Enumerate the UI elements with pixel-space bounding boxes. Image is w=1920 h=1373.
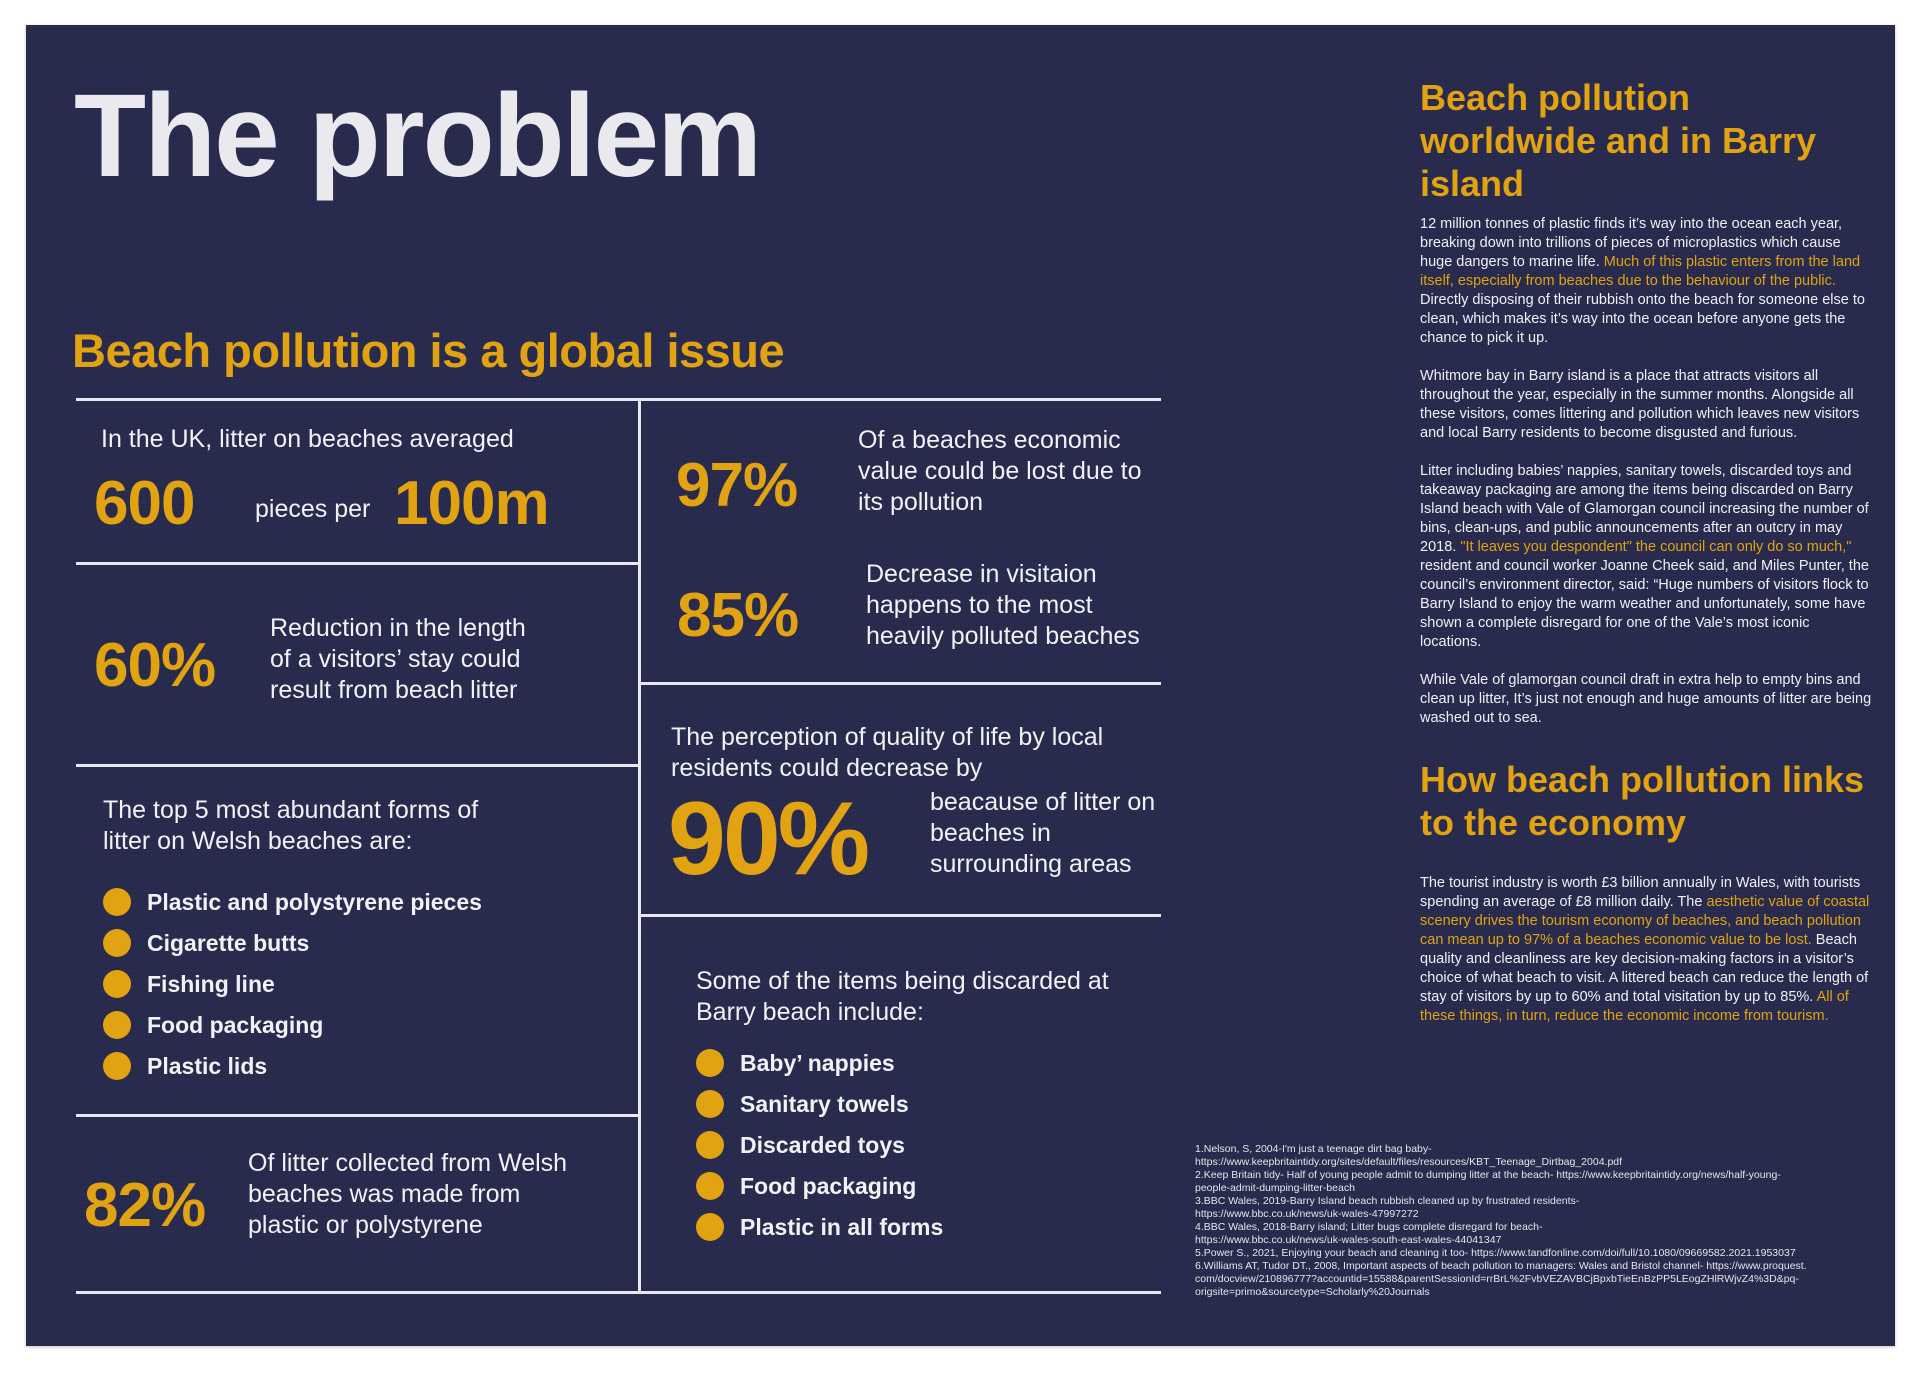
plastic-value: 82% [84, 1171, 206, 1240]
plastic-text: Of litter collected from Welsh beaches was made from plastic or polystyrene [248, 1149, 568, 1239]
right-column [1420, 76, 1872, 1026]
quality-text: beacause of litter on beaches in surrounding areas [930, 788, 1156, 878]
worldwide-paragraph-4: While Vale of glamorgan council draft in extra help to empty bins and clean up litter, It’s just not enough and huge amounts of litter are being washed out to sea. [1420, 672, 1872, 726]
economic-value: 97% [676, 451, 798, 520]
grid-line-right-1 [640, 682, 1161, 685]
list-item: Cigarette butts [103, 929, 482, 970]
stay-text: Reduction in the length of a visitors’ stay could result from beach litter [270, 614, 526, 704]
welsh-list-intro: The top 5 most abundant forms of litter on Welsh beaches are: [103, 796, 479, 855]
grid-line-top [76, 398, 1161, 401]
grid-line-left-1 [76, 562, 638, 565]
uk-litter-intro: In the UK, litter on beaches averaged [101, 425, 514, 453]
economy-paragraph [1420, 874, 1872, 1026]
barry-list-intro: Some of the items being discarded at Barry beach include: [696, 967, 1109, 1026]
quality-value: 90% [668, 781, 868, 897]
reference-line: 2.Keep Britain tidy- Half of young people admit to dumping litter at the beach- https://www.keepbritaintidy.org/news/half-young- [1195, 1169, 1781, 1181]
grid-line-center [638, 398, 641, 1291]
quality-intro: The perception of quality of life by local residents could decrease by [671, 723, 1104, 782]
section-title: Beach pollution is a global issue [72, 324, 785, 377]
worldwide-paragraph-2: Whitmore bay in Barry island is a place that attracts visitors all throughout the year, especially in the summer months. Alongside all these visitors, comes littering and pollution which leaves new visitors and local Barry residents to become disgusted and furious. [1420, 368, 1860, 441]
list-item: Plastic in all forms [696, 1213, 943, 1254]
poster [26, 25, 1895, 1346]
text-run: Directly disposing of their rubbish onto the beach for someone else to clean, which makes it’s way into the ocean before anyone gets the chance to pick it up. [1420, 292, 1865, 346]
list-item: Food packaging [696, 1172, 943, 1213]
visitation-value: 85% [677, 581, 799, 650]
reference-line: people-admit-dumping-litter-beach [1195, 1182, 1355, 1194]
page-title: The problem [74, 70, 761, 202]
grid-line-right-2 [640, 914, 1161, 917]
list-item: Baby’ nappies [696, 1049, 943, 1090]
reference-line: 3.BBC Wales, 2019-Barry Island beach rubbish cleaned up by frustrated residents- [1195, 1195, 1580, 1207]
highlight-text: All of these things, in turn, reduce the economic income from tourism. [1420, 989, 1849, 1024]
stay-value: 60% [94, 631, 216, 700]
text-run: Litter including babies’ nappies, sanitary towels, discarded toys and takeaway packaging are among the items being discarded on Barry Island beach with Vale of Glamorgan council increasing the number of bins, clean-ups, and public announcements after an outcry in may 2018. [1420, 463, 1869, 555]
highlight-text: Much of this plastic enters from the land itself, especially from beaches due to the behaviour of the public. [1420, 254, 1861, 289]
list-item: Plastic lids [103, 1052, 482, 1093]
reference-line: 6.Williams AT, Tudor DT., 2008, Important aspects of beach pollution to managers: Wales and Bristol channel- https://www.proquest. [1195, 1260, 1807, 1272]
highlight-text: "It leaves you despondent" the council can only do so much," [1460, 539, 1852, 555]
grid-line-left-2 [76, 764, 638, 767]
grid-line-bottom [76, 1291, 1161, 1294]
list-item: Food packaging [103, 1011, 482, 1052]
visitation-text: Decrease in visitaion happens to the most heavily polluted beaches [866, 560, 1140, 650]
list-item: Fishing line [103, 970, 482, 1011]
uk-litter-unit: 100m [394, 469, 549, 538]
text-run: The tourist industry is worth £3 billion annually in Wales, with tourists spending an average of £8 million daily. The [1420, 875, 1861, 910]
list-item: Sanitary towels [696, 1090, 943, 1131]
economic-text: Of a beaches economic value could be lost due to its pollution [858, 426, 1142, 516]
reference-line: https://www.bbc.co.uk/news/uk-wales-south-east-wales-44041347 [1195, 1234, 1502, 1246]
welsh-litter-list [103, 888, 482, 1093]
grid-line-left-3 [76, 1114, 638, 1117]
reference-line: https://www.bbc.co.uk/news/uk-wales-47997272 [1195, 1208, 1419, 1220]
reference-line: 4.BBC Wales, 2018-Barry island; Litter bugs complete disregard for beach- [1195, 1221, 1543, 1233]
text-run: Beach quality and cleanliness are key decision-making factors in a visitor’s choice of what beach to visit. A littered beach can reduce the length of stay of visitors by up to 60% and total visitation by up to 85%. [1420, 932, 1869, 1005]
list-item: Plastic and polystyrene pieces [103, 888, 482, 929]
references [1195, 1143, 1875, 1299]
text-run: 12 million tonnes of plastic finds it’s way into the ocean each year, breaking down into trillions of pieces of microplastics which cause huge dangers to marine life. [1420, 216, 1843, 270]
worldwide-heading: Beach pollution worldwide and in Barry island [1420, 77, 1817, 204]
reference-line: 1.Nelson, S, 2004-I'm just a teenage dirt bag baby- [1195, 1143, 1432, 1155]
reference-line: https://www.keepbritaintidy.org/sites/default/files/resources/KBT_Teenage_Dirtbag_2004.pdf [1195, 1156, 1623, 1168]
highlight-text: aesthetic value of coastal scenery drives the tourism economy of beaches, and beach pollution can mean up to 97% of a beaches economic value to be lost. [1420, 894, 1870, 948]
reference-line: 5.Power S., 2021, Enjoying your beach and cleaning it too- https://www.tandfonline.com/doi/full/10.1080/09669582.2021.1953037 [1195, 1247, 1796, 1259]
barry-items-list [696, 1049, 943, 1254]
worldwide-paragraph-3 [1420, 462, 1872, 652]
uk-litter-mid: pieces per [255, 495, 371, 523]
list-item: Discarded toys [696, 1131, 943, 1172]
worldwide-paragraph-1 [1420, 215, 1872, 348]
reference-line: com/docview/210896777?accountid=15588&parentSessionId=rrBrL%2FvbVEZAVBCjBpxbTieEnBzPP5LEogZHlRWjvZ4%3D&pq- [1195, 1273, 1799, 1285]
text-run: resident and council worker Joanne Cheek said, and Miles Punter, the council’s environment director, said: “Huge numbers of visitors flock to Barry Island to enjoy the warm weather and unfortunately, some have shown a complete disregard for one of the Vale’s most iconic locations. [1420, 558, 1869, 650]
reference-line: origsite=primo&sourcetype=Scholarly%20Journals [1195, 1286, 1430, 1298]
economy-heading: How beach pollution links to the economy [1420, 759, 1865, 843]
uk-litter-number: 600 [94, 469, 195, 538]
